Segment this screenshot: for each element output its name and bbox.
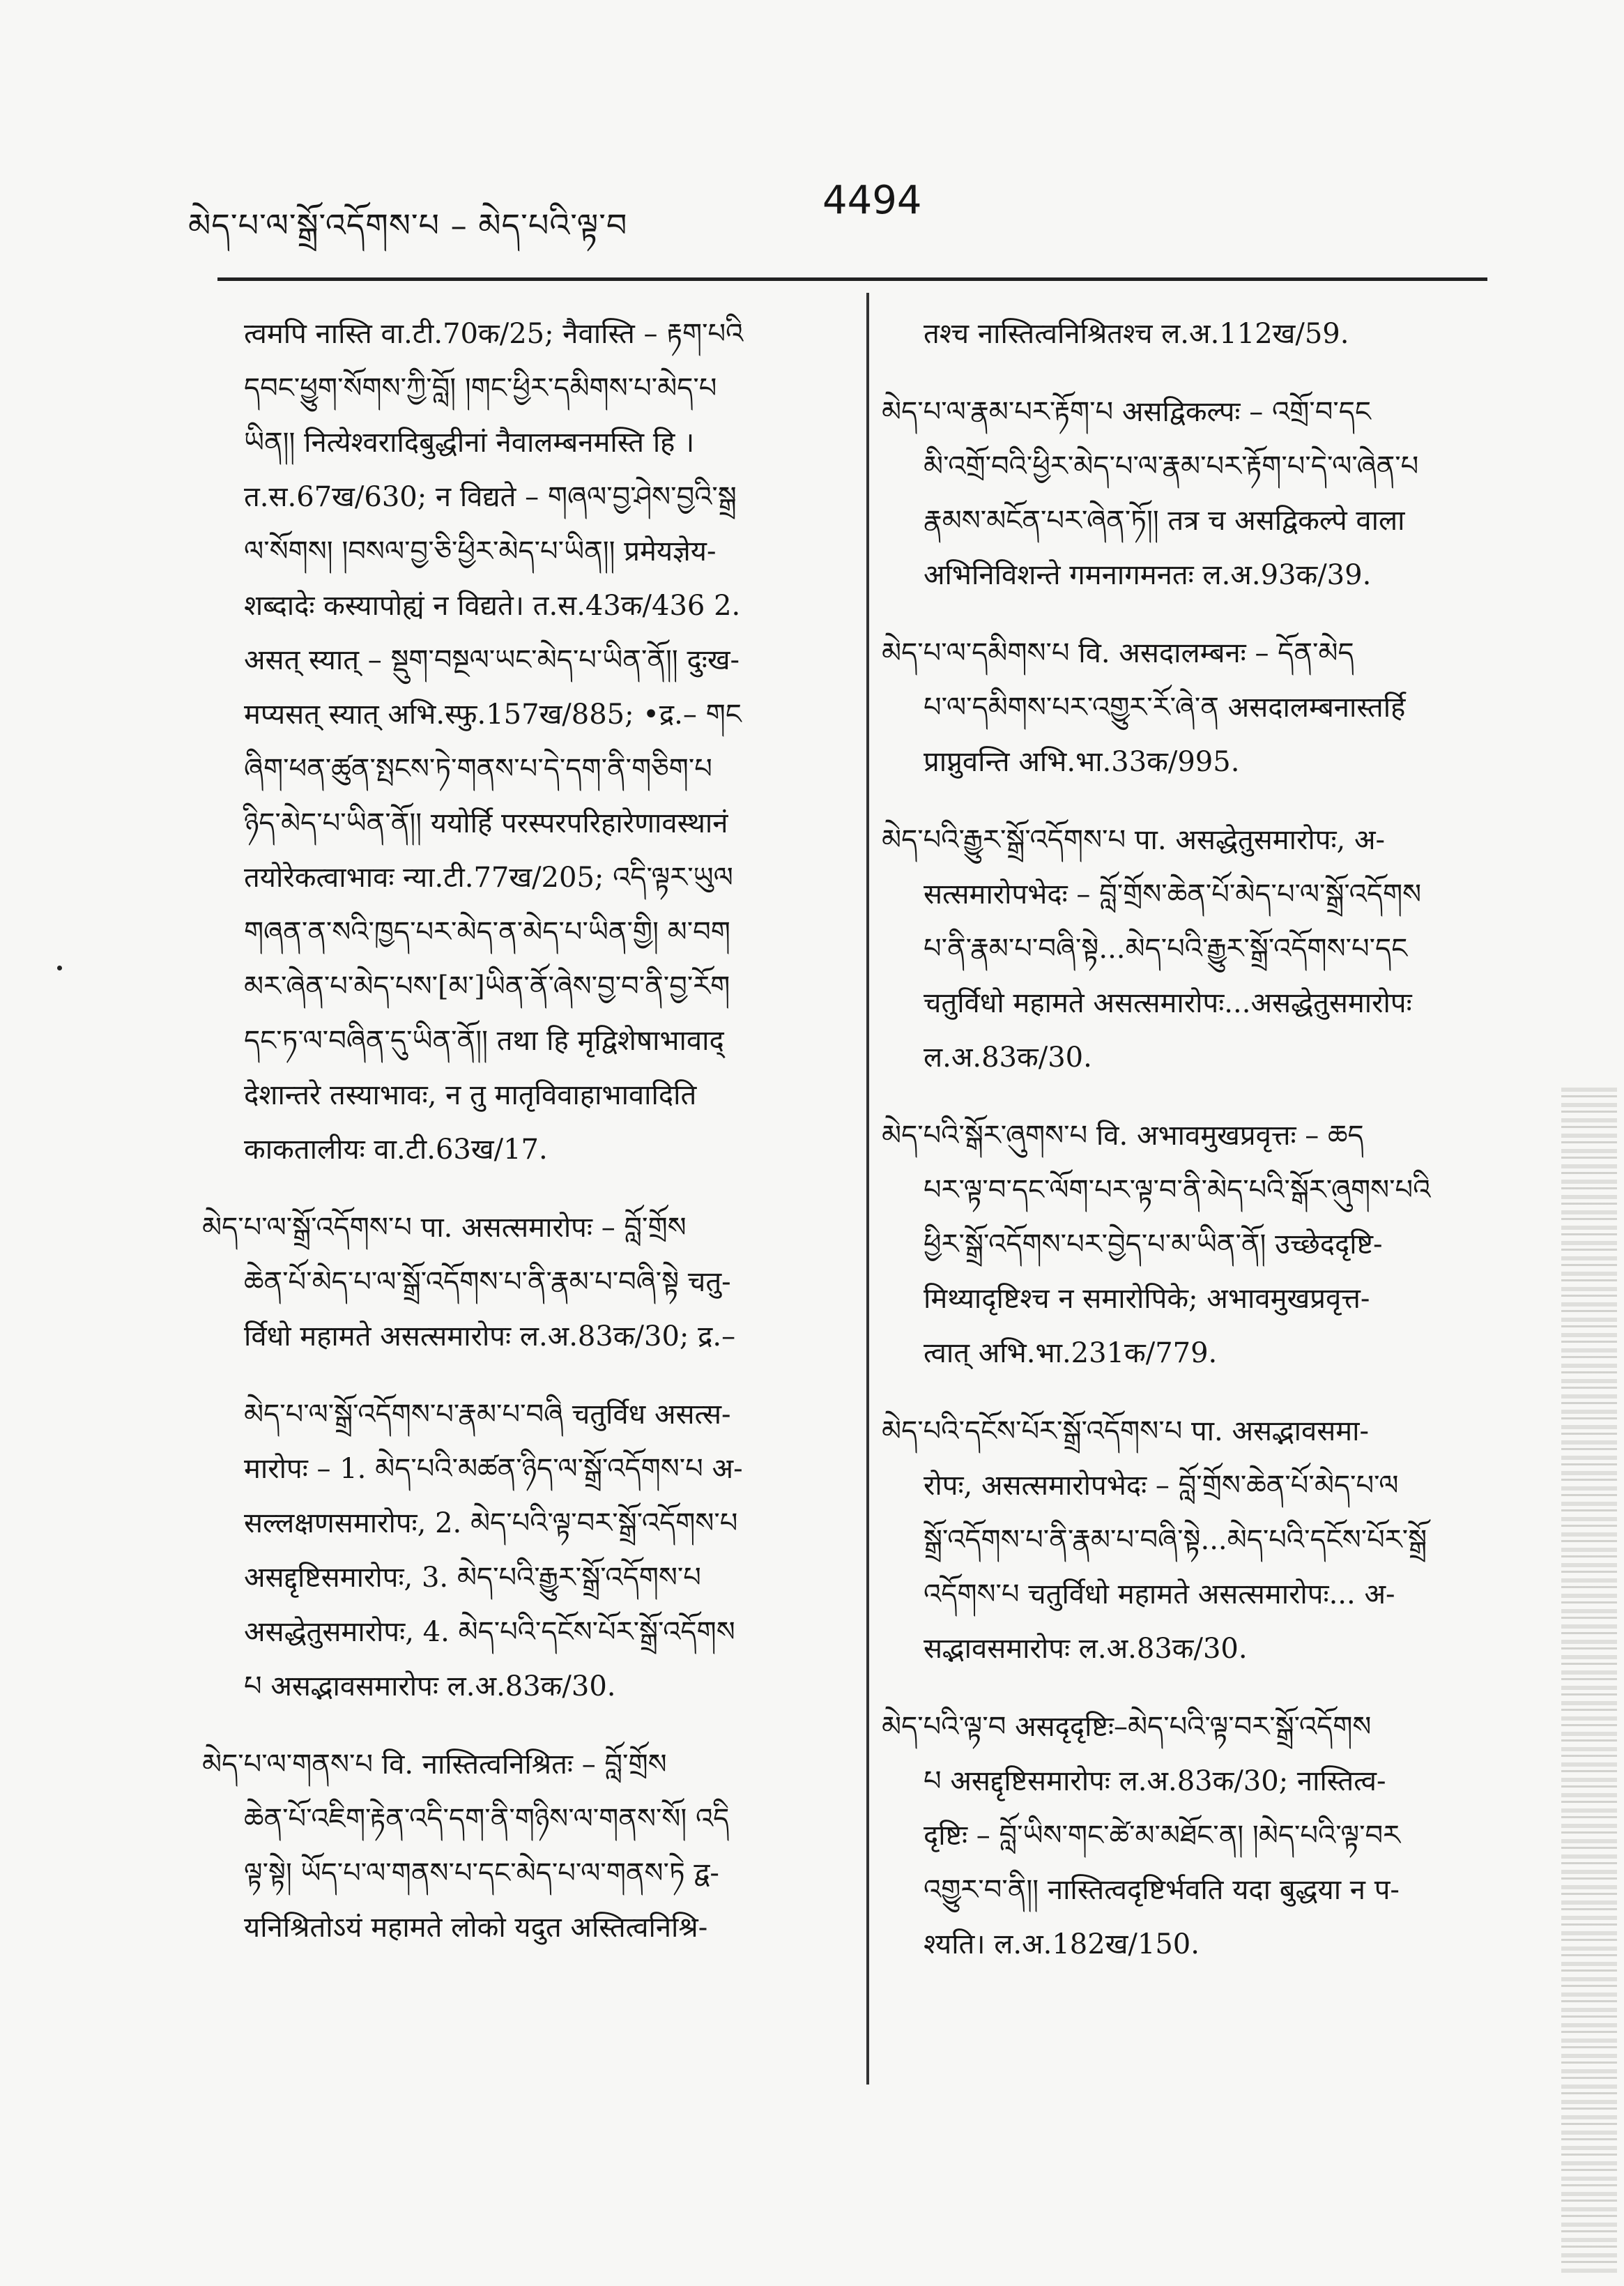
dictionary-entry bbox=[202, 307, 829, 1177]
dictionary-entry bbox=[882, 385, 1495, 602]
entry-line: यनिश्रितोऽयं महामते लोको यदुत अस्तित्वनिश्रि- bbox=[244, 1912, 708, 1944]
entry-line: ལ་སོགས། །བསལ་བྱ་ཅི་ཕྱིར་མེད་པ་ཡིན།། प्रमेयज्ञेय- bbox=[244, 535, 717, 567]
header-rule bbox=[217, 277, 1487, 281]
dictionary-entry bbox=[882, 626, 1495, 789]
entry-line: श्यति। ल.अ.182ख/150. bbox=[924, 1928, 1200, 1960]
entry-line: ཞིག་ཕན་ཚུན་སྤངས་ཏེ་གནས་པ་དེ་དག་ནི་གཅིག་པ bbox=[244, 753, 712, 785]
entry-line: असत् स्यात् – སྡུག་བསྔལ་ཡང་མེད་པ་ཡིན་ནོ།། दुःख- bbox=[244, 644, 740, 676]
entry-line: དབང་ཕྱུག་སོགས་ཀྱི་བློ། །གང་ཕྱིར་དམིགས་པ་མེད་པ bbox=[244, 372, 717, 404]
entry-line: དང་ཏ་ལ་བཞིན་དུ་ཡིན་ནོ།། तथा हि मृद्विशेषाभावाद् bbox=[244, 1025, 724, 1057]
entry-line: त.स.67ख/630; न विद्यते – གཞལ་བྱ་ཤེས་བྱའི་སྒྲ bbox=[244, 481, 737, 513]
entry-line: चतुर्विधो महामते असत्समारोपः...असद्धेतुसमारोपः bbox=[924, 987, 1412, 1019]
entry-line: ཆེན་པོ་འཇིག་རྟེན་འདི་དག་ནི་གཉིས་ལ་གནས་སོ། འདི bbox=[244, 1803, 730, 1835]
entry-line: པ་ནི་རྣམ་པ་བཞི་སྟེ...མེད་པའི་རྒྱུར་སྒྲོ་འདོགས་པ་དང bbox=[924, 933, 1408, 965]
entry-line: མེད་པ་ལ་རྣམ་པར་རྟོག་པ असद्विकल्पः – འགྲོ་བ་དང bbox=[882, 396, 1371, 428]
entry-line: ल.अ.83क/30. bbox=[924, 1042, 1092, 1074]
entry-line: त्वमपि नास्ति वा.टी.70क/25; नैवास्ति – རྟག་པའི bbox=[244, 318, 744, 350]
column-divider bbox=[866, 293, 869, 2085]
entry-line: པ असद्भावसमारोपः ल.अ.83क/30. bbox=[244, 1670, 616, 1702]
dictionary-entry bbox=[202, 1387, 829, 1714]
dictionary-entry bbox=[882, 1700, 1495, 1972]
entry-line: मिथ्यादृष्टिश्च न समारोपिके; अभावमुखप्रवृत्त- bbox=[924, 1283, 1370, 1315]
entry-line: तयोरेकत्वाभावः न्या.टी.77ख/205; འདི་ལྟར་ཡུལ bbox=[244, 862, 733, 894]
entry-line: མེད་པ་ལ་སྒྲོ་འདོགས་པ पा. असत्समारोपः – བློ་གྲོས bbox=[202, 1212, 687, 1244]
right-column bbox=[882, 307, 1495, 1995]
running-head: མེད་པ་ལ་སྒྲོ་འདོགས་པ – མེད་པའི་ལྟ་བ bbox=[188, 206, 628, 244]
entry-line: सद्भावसमारोपः ल.अ.83क/30. bbox=[924, 1633, 1248, 1665]
dictionary-entry bbox=[882, 813, 1495, 1085]
entry-line: देशान्तरे तस्याभावः, न तु मातृविवाहाभावादिति bbox=[244, 1079, 697, 1111]
entry-line: པ असद्दृष्टिसमारोपः ल.अ.83क/30; नास्तित्व- bbox=[924, 1765, 1386, 1797]
scan-edge-strip bbox=[1561, 1088, 1617, 2273]
dictionary-entry bbox=[882, 1404, 1495, 1676]
dictionary-entry bbox=[202, 1201, 829, 1364]
entry-line: सल्लक्षणसमारोपः, 2. མེད་པའི་ལྟ་བར་སྒྲོ་འདོགས་པ bbox=[244, 1507, 738, 1539]
entry-line: མེད་པ་ལ་དམིགས་པ वि. असदालम्बनः – དོན་མེད bbox=[882, 637, 1354, 669]
entry-line: པ་ལ་དམིགས་པར་འགྱུར་རོ་ཞེ་ན असदालम्बनास्तर्हि bbox=[924, 692, 1406, 724]
dictionary-entry bbox=[882, 307, 1495, 361]
entry-line: तश्च नास्तित्वनिश्रितश्च ल.अ.112ख/59. bbox=[924, 318, 1349, 350]
entry-line: ལྟ་སྟེ། ཡོད་པ་ལ་གནས་པ་དང་མེད་པ་ལ་གནས་ཏེ द्व- bbox=[244, 1857, 719, 1889]
entry-line: མེད་པ་ལ་སྒྲོ་འདོགས་པ་རྣམ་པ་བཞི चतुर्विध असत्स- bbox=[244, 1399, 731, 1431]
entry-line: མེད་པའི་ལྟ་བ असदृदृष्टिः–མེད་པའི་ལྟ་བར་སྒྲོ་འདོགས bbox=[882, 1711, 1372, 1743]
entry-line: འགྱུར་བ་ནི།། नास्तित्वदृष्टिर्भवति यदा बुद्धया न प- bbox=[924, 1874, 1400, 1906]
left-column bbox=[202, 307, 829, 1979]
page-header bbox=[188, 178, 1499, 244]
entry-line: असद्दृष्टिसमारोपः, 3. མེད་པའི་རྒྱུར་སྒྲོ་འདོགས་པ bbox=[244, 1562, 701, 1594]
entry-line: མེད་པའི་སྒོར་ཞུགས་པ वि. अभावमुखप्रवृत्तः – ཆད bbox=[882, 1120, 1364, 1152]
entry-line: सत्समारोपभेदः – བློ་གྲོས་ཆེན་པོ་མེད་པ་ལ་སྒྲོ་འདོགས bbox=[924, 878, 1422, 910]
entry-line: མེད་པ་ལ་གནས་པ वि. नास्तित्वनिश्रितः – བློ་གྲོས bbox=[202, 1748, 667, 1781]
dictionary-entry bbox=[202, 1737, 829, 1955]
entry-line: མི་འགྲོ་བའི་ཕྱིར་མེད་པ་ལ་རྣམ་པར་རྟོག་པ་དེ་ལ་ཞེན་པ bbox=[924, 450, 1419, 482]
dictionary-entry bbox=[882, 1108, 1495, 1380]
entry-line: र्विधो महामते असत्समारोपः ल.अ.83क/30; द्र.– bbox=[244, 1320, 736, 1352]
entry-line: མེད་པའི་དངོས་པོར་སྒྲོ་འདོགས་པ पा. असद्भावसमा- bbox=[882, 1415, 1370, 1447]
entry-line: ཕྱིར་སྒྲོ་འདོགས་པར་བྱེད་པ་མ་ཡིན་ནོ། उच्छेददृष्टि- bbox=[924, 1228, 1383, 1260]
entry-line: मारोपः – 1. མེད་པའི་མཚན་ཉིད་ལ་སྒྲོ་འདོགས་པ अ- bbox=[244, 1453, 743, 1485]
entry-line: ཆེན་པོ་མེད་པ་ལ་སྒྲོ་འདོགས་པ་ནི་རྣམ་པ་བཞི་སྟེ चतु- bbox=[244, 1266, 731, 1298]
entry-line: པར་ལྟ་བ་དང་ལོག་པར་ལྟ་བ་ནི་མེད་པའི་སྒོར་ཞུགས་པའི bbox=[924, 1174, 1431, 1206]
entry-line: काकतालीयः वा.टी.63ख/17. bbox=[244, 1134, 548, 1166]
entry-line: མར་ཞེན་པ་མེད་པས་[མ་]ཡིན་ནོ་ཞེས་བྱ་བ་ནི་བྱ་རོག bbox=[244, 970, 730, 1003]
entry-line: दृष्टिः – བློ་ཡིས་གང་ཚེ་མ་མཐོང་ན། །མེད་པའི་ལྟ་བར bbox=[924, 1820, 1401, 1852]
ink-speck bbox=[57, 966, 62, 970]
page-number: 4494 bbox=[822, 178, 922, 223]
entry-line: སྒྲོ་འདོགས་པ་ནི་རྣམ་པ་བཞི་སྟེ...མེད་པའི་དངོས་པོར་སྒྲོ bbox=[924, 1524, 1427, 1556]
entry-line: རྣམས་མངོན་པར་ཞེན་ཏོ།། तत्र च असद्विकल्पे वाला bbox=[924, 505, 1405, 537]
entry-line: मप्यसत् स्यात् अभि.स्फु.157ख/885; •द्र.– གང bbox=[244, 699, 742, 731]
entry-line: रोपः, असत्समारोपभेदः – བློ་གྲོས་ཆེན་པོ་མེད་པ་ལ bbox=[924, 1470, 1399, 1502]
entry-line: शब्दादेः कस्यापोह्यं न विद्यते। त.स.43क/436 2. bbox=[244, 590, 741, 622]
entry-line: འདོགས་པ चतुर्विधो महामते असत्समारोपः... अ- bbox=[924, 1578, 1395, 1610]
entry-line: त्वात् अभि.भा.231क/779. bbox=[924, 1337, 1218, 1369]
entry-line: प्राप्नुवन्ति अभि.भा.33क/995. bbox=[924, 746, 1240, 778]
entry-line: ཡིན།། नित्येश्वरादिबुद्धीनां नैवालम्बनमस्ति हि । bbox=[244, 427, 695, 459]
entry-line: མེད་པའི་རྒྱུར་སྒྲོ་འདོགས་པ पा. असद्धेतुसमारोपः, अ- bbox=[882, 824, 1386, 856]
entry-line: अभिनिविशन्ते गमनागमनतः ल.अ.93क/39. bbox=[924, 559, 1372, 591]
entry-line: གཞན་ན་སའི་ཁྱད་པར་མེད་ན་མེད་པ་ཡིན་གྱི། མ་བག bbox=[244, 916, 730, 948]
entry-line: ཉིད་མེད་པ་ཡིན་ནོ།། ययोर्हि परस्परपरिहारेणावस्थानं bbox=[244, 807, 728, 839]
entry-line: असद्धेतुसमारोपः, 4. མེད་པའི་དངོས་པོར་སྒྲོ་འདོགས bbox=[244, 1616, 735, 1648]
